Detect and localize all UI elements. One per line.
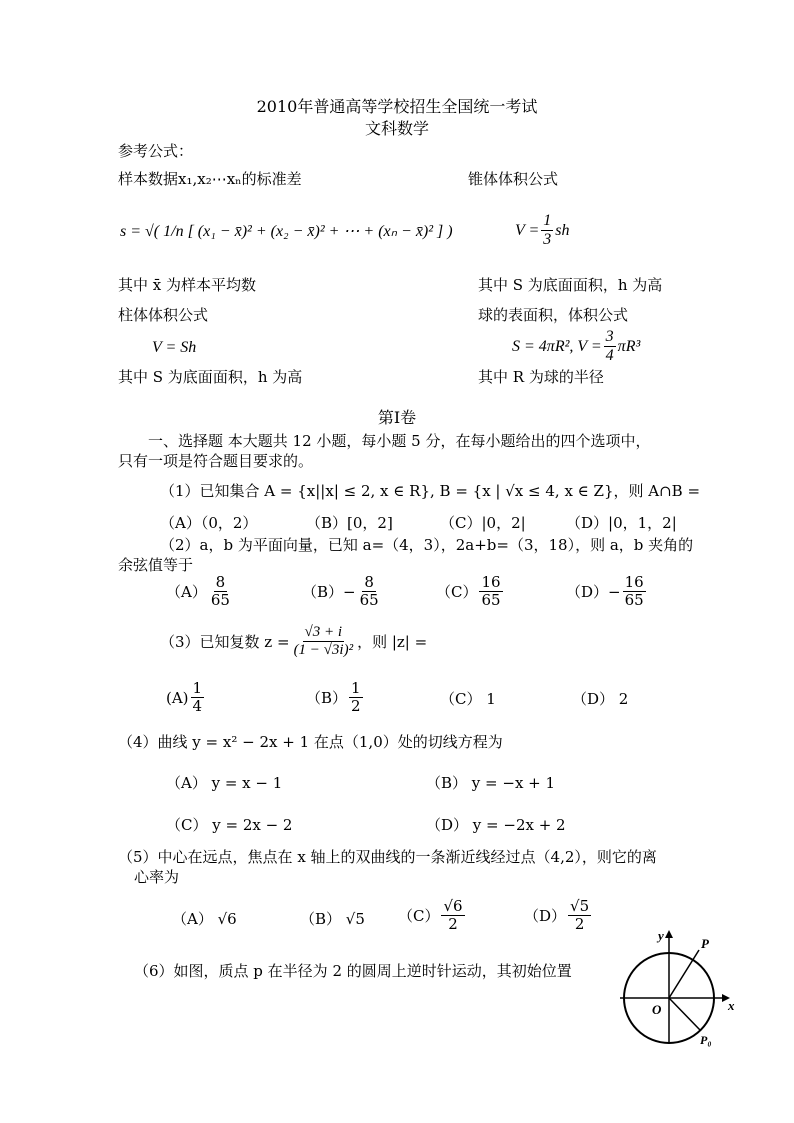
cone-den: 3 — [543, 231, 552, 249]
q2-option-c — [436, 574, 505, 610]
x-axis-label: x — [728, 998, 735, 1013]
radius-op — [669, 950, 699, 998]
cone-fraction — [541, 212, 553, 250]
q3-a-num: 1 — [192, 679, 203, 697]
section-title: 第Ⅰ卷 — [377, 408, 417, 427]
q3-b-label: （B） — [306, 688, 348, 707]
formula-label: 参考公式： — [118, 142, 194, 160]
q2-d-num: 16 — [624, 573, 644, 591]
sphere-title: 球的表面积，体积公式 — [478, 306, 629, 324]
point-p-label: P — [701, 936, 709, 951]
sphere-part-a: S = 4πR², V = — [512, 338, 602, 356]
q5-option-b: （B） √5 — [300, 910, 365, 928]
q5-option-a: （A） √6 — [172, 910, 237, 928]
q2-d-label: （D）− — [566, 582, 621, 601]
q3-option-c: （C） 1 — [440, 690, 496, 708]
q2-b-den: 65 — [359, 591, 379, 610]
q3-b-num: 1 — [351, 679, 361, 697]
q3-stem-a: （3）已知复数 z = — [160, 632, 290, 651]
q1-stem: （1）已知集合 A = {x||x| ≤ 2, x ∈ R}, B = {x | √x ≤ 4, x ∈ Z}，则 A∩B = — [160, 482, 701, 500]
q2-a-den: 65 — [210, 591, 230, 610]
q3-den: (1 − √3i)² — [293, 642, 354, 659]
q6-stem: （6）如图，质点 p 在半径为 2 的圆周上逆时针运动，其初始位置 — [134, 962, 572, 980]
radius-op0 — [669, 998, 700, 1030]
sphere-den: 4 — [605, 347, 614, 365]
mean-note: 其中 x̄ 为样本平均数 — [118, 276, 256, 294]
q2-d-den: 65 — [624, 591, 644, 610]
point-p0-label: P₀ — [700, 1033, 712, 1047]
q2-a-fraction — [209, 574, 232, 610]
exam-subtitle: 文科数学 — [364, 119, 429, 138]
q3-stem-b: ，则 |z| = — [357, 632, 428, 651]
exam-title: 2010年普通高等学校招生全国统一考试 — [256, 97, 538, 116]
q3-b-den: 2 — [351, 697, 361, 716]
cylinder-note: 其中 S 为底面面积，h 为高 — [118, 368, 303, 386]
y-axis-arrow — [665, 930, 673, 938]
cylinder-formula: V = Sh — [152, 339, 197, 356]
cone-note: 其中 S 为底面面积，h 为高 — [478, 276, 663, 294]
q5-c-den: 2 — [448, 915, 458, 934]
q2-b-num: 8 — [364, 573, 374, 591]
q3-b-fraction — [349, 680, 363, 716]
q2-option-b — [302, 574, 383, 610]
q5-c-label: （C） — [398, 906, 440, 925]
q5-d-fraction — [568, 898, 591, 934]
q5-option-d — [524, 898, 593, 934]
q3-a-label: (A) — [166, 688, 189, 707]
q5-stem-line2: 心率为 — [134, 868, 180, 886]
q2-option-d — [566, 574, 648, 610]
q5-d-num: √5 — [570, 897, 590, 915]
q2-stem-line1: （2）a，b 为平面向量，已知 a=（4，3），2a+b=（3，18），则 a，b 夹角的 — [160, 536, 694, 554]
q5-d-den: 2 — [574, 915, 585, 934]
q5-stem-line1: （5）中心在远点，焦点在 x 轴上的双曲线的一条渐近线经过点（4,2），则它的离 — [118, 848, 657, 866]
section-intro-line2: 只有一项是符合题目要求的。 — [118, 452, 314, 470]
q3-fraction — [292, 624, 356, 660]
sphere-note: 其中 R 为球的半径 — [478, 368, 604, 386]
cone-num: 1 — [541, 212, 553, 231]
y-axis-label: y — [658, 928, 664, 943]
cone-volume-title: 锥体体积公式 — [468, 170, 559, 188]
cylinder-title: 柱体体积公式 — [118, 306, 209, 324]
q1-option-a: （A）（0，2） — [160, 514, 258, 532]
q5-c-fraction — [441, 898, 464, 934]
std-dev-title: 样本数据x₁,x₂⋯xₙ的标准差 — [118, 170, 302, 188]
q2-option-a — [166, 574, 234, 610]
q4-option-d: （D） y = −2x + 2 — [426, 816, 566, 834]
q4-option-c: （C） y = 2x − 2 — [166, 816, 293, 834]
q2-c-num: 16 — [481, 573, 501, 591]
sphere-num: 3 — [604, 328, 616, 347]
q2-stem-line2: 余弦值等于 — [118, 556, 194, 574]
q1-option-d: （D）|0，1，2| — [566, 514, 677, 532]
q4-stem: （4）曲线 y = x² − 2x + 1 在点（1,0）处的切线方程为 — [118, 733, 503, 751]
q2-c-label: （C） — [436, 582, 478, 601]
q4-option-a: （A） y = x − 1 — [166, 774, 283, 792]
std-dev-formula: s = √( 1/n [ (x₁ − x̄)² + (x₂ − x̄)² + ⋯ + (xₙ − x̄)² ] ) — [120, 223, 453, 240]
q3-option-a — [166, 680, 206, 716]
circle-figure — [606, 926, 740, 1050]
q1-option-c: （C）|0，2| — [440, 514, 526, 532]
q2-c-fraction — [479, 574, 502, 610]
q3-option-b — [306, 680, 365, 716]
sphere-part-b: πR³ — [617, 338, 641, 356]
q2-a-num: 8 — [215, 573, 226, 591]
section-intro-line1: 一、选择题 本大题共 12 小题，每小题 5 分，在每小题给出的四个选项中， — [148, 432, 651, 450]
q2-a-label: （A） — [166, 582, 207, 601]
cone-lhs: V = — [515, 222, 540, 240]
q3-a-den: 4 — [192, 697, 203, 716]
q2-d-fraction — [623, 574, 646, 610]
q1-option-b: （B）[0，2] — [306, 514, 393, 532]
origin-label: O — [652, 1002, 662, 1017]
q3-stem — [160, 624, 427, 660]
sphere-fraction — [604, 328, 616, 366]
q3-num: √3 + i — [303, 624, 345, 642]
q4-option-b: （B） y = −x + 1 — [426, 774, 556, 792]
q2-b-fraction — [358, 574, 381, 610]
q5-d-label: （D） — [524, 906, 567, 925]
cone-volume-formula — [515, 212, 570, 250]
q5-c-num: √6 — [443, 897, 463, 915]
q2-c-den: 65 — [481, 591, 501, 610]
q2-b-label: （B）− — [302, 582, 356, 601]
cone-rhs: sh — [555, 222, 570, 240]
q3-a-fraction — [191, 680, 205, 716]
sphere-formula — [512, 328, 640, 366]
q3-option-d: （D） 2 — [572, 690, 629, 708]
q5-option-c — [398, 898, 467, 934]
